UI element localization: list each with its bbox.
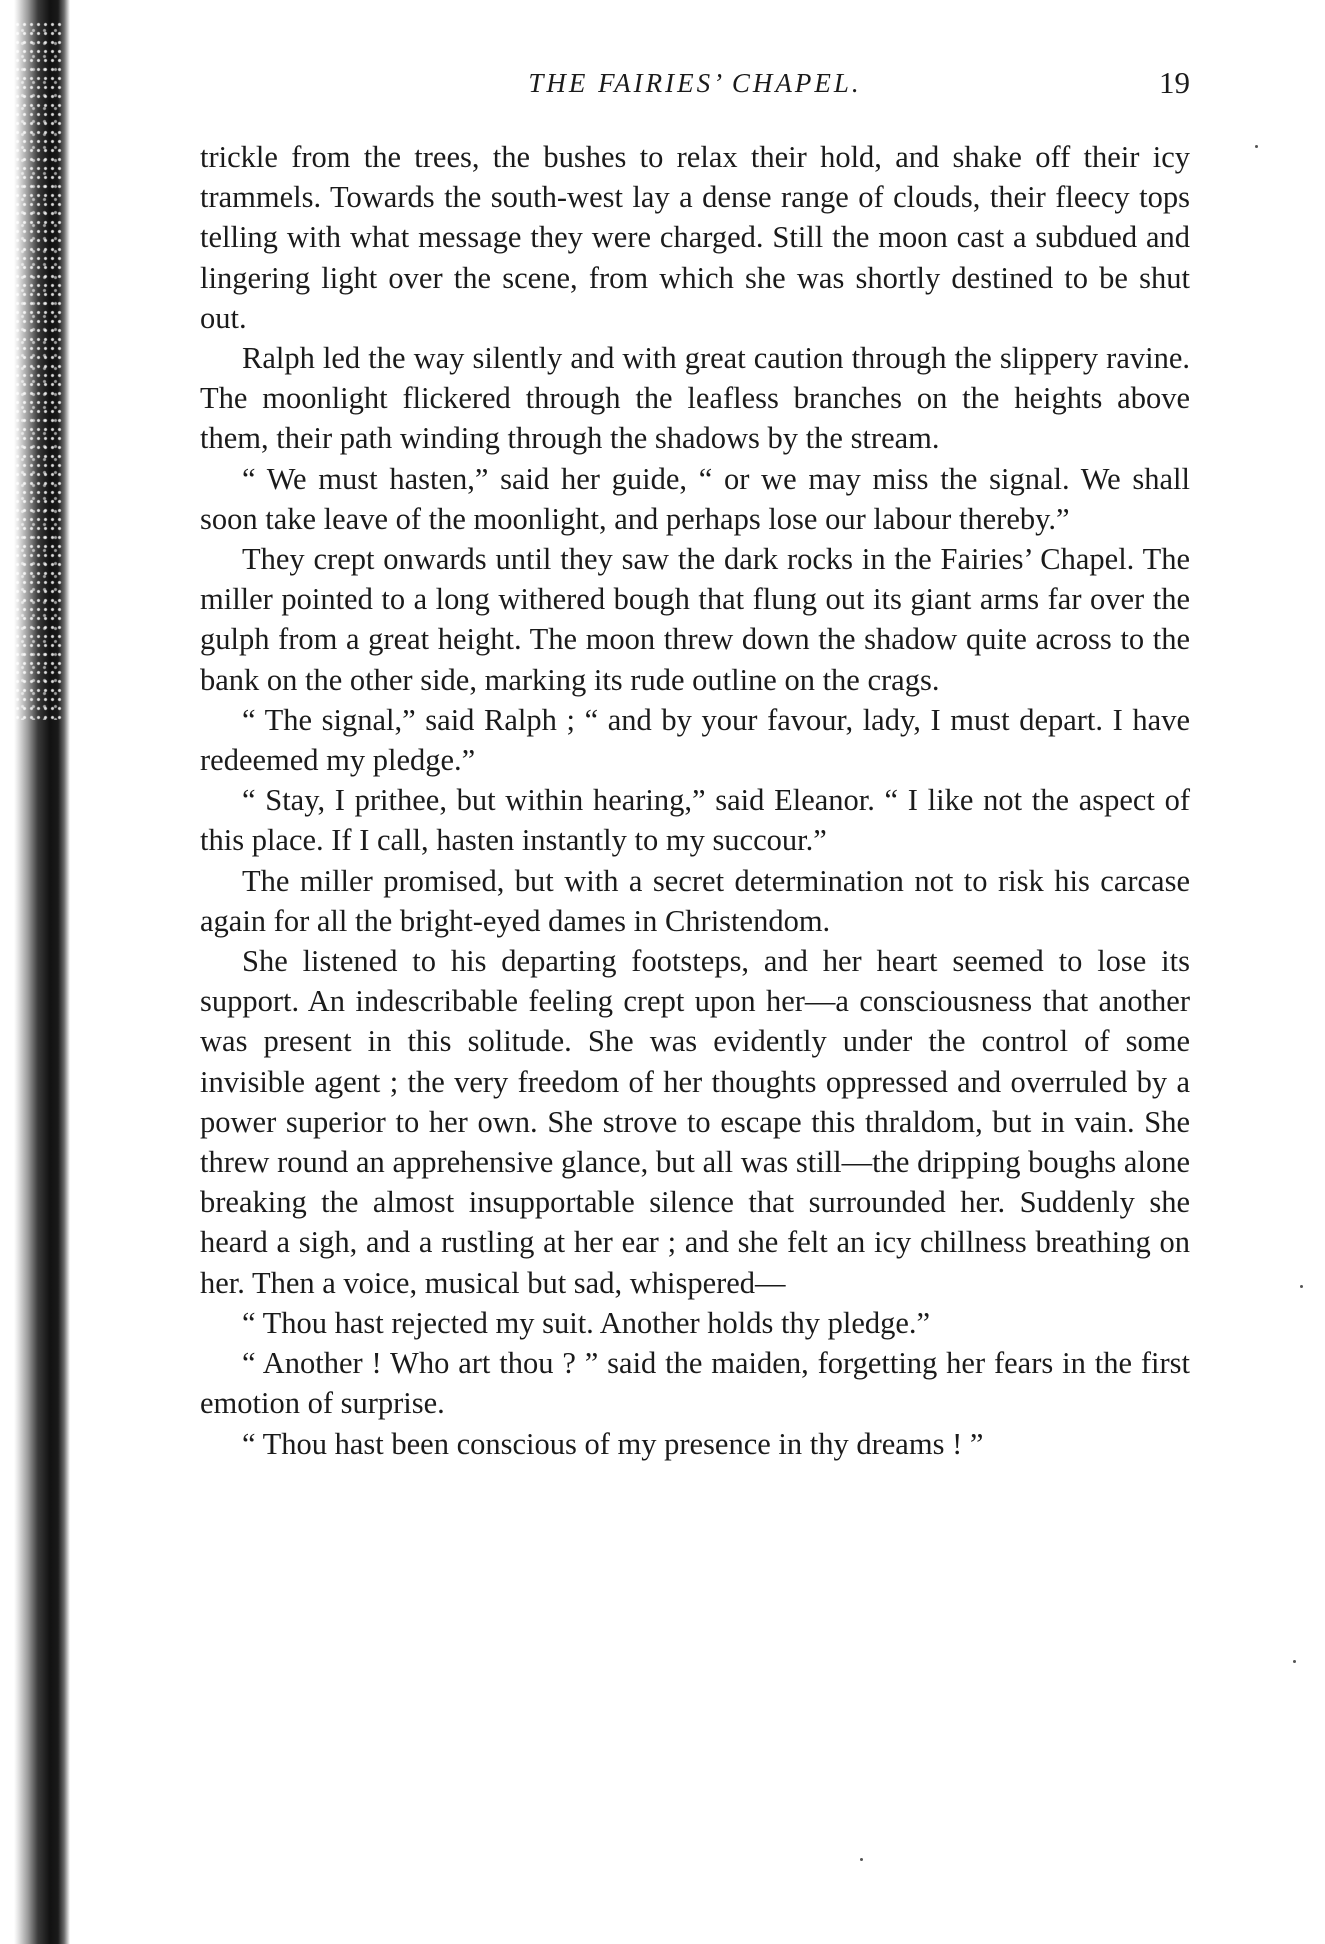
paragraph: “ Stay, I prithee, but within hearing,” said Eleanor. “ I like not the aspect of this place. If I call, hasten instantly to my succour.” [200, 783, 1190, 858]
paragraph: “ Thou hast rejected my suit. Another holds thy pledge.” [242, 1305, 931, 1340]
paragraph: trickle from the trees, the bushes to relax their hold, and shake off their icy trammels. Towards the south-west lay a dense range of clouds, their fleecy tops telling with what message they were charged. Still the moon cast a subdued and lingering light over the scene, from which she was shortly destined to be shut out. [200, 140, 1190, 335]
page-number: 19 [1159, 65, 1190, 100]
paragraph: “ Another ! Who art thou ? ” said the maiden, forgetting her fears in the first emotion of surprise. [200, 1346, 1190, 1421]
running-title: THE FAIRIES’ CHAPEL. [528, 68, 862, 98]
paragraph: She listened to his departing footsteps, and her heart seemed to lose its support. An indescribable feeling crept upon her—a consciousness that another was present in this solitude. She was evidently under the control of some invisible agent ; the very freedom of her thoughts oppressed and overruled by a power superior to her own. She strove to escape this thraldom, but in vain. She threw round an apprehensive glance, but all was still—the dripping boughs alone breaking the almost insupportable silence that surrounded her. Suddenly she heard a sigh, and a rustling at her ear ; and she felt an icy chillness breathing on her. Then a voice, musical but sad, whispered— [200, 944, 1190, 1300]
paragraph: “ The signal,” said Ralph ; “ and by your favour, lady, I must depart. I have redeemed my pledge.” [200, 702, 1190, 778]
paragraph: Ralph led the way silently and with great caution through the slippery ravine. The moonlight flickered through the leafless branches on the heights above them, their path winding through the shadows by the stream. [200, 341, 1190, 456]
print-speck [1300, 1285, 1303, 1288]
print-speck [860, 1858, 863, 1861]
paragraph: “ Thou hast been conscious of my presence in thy dreams ! ” [242, 1426, 984, 1461]
paragraph: “ We must hasten,” said her guide, “ or we may miss the signal. We shall soon take leave of the moonlight, and perhaps lose our labour thereby.” [200, 461, 1190, 536]
paragraph: The miller promised, but with a secret determination not to risk his carcase again for all the bright-eyed dames in Christendom. [200, 863, 1190, 938]
running-head [200, 60, 1190, 110]
body-text [200, 137, 1190, 1464]
print-speck [1293, 1660, 1296, 1663]
paragraph: They crept onwards until they saw the dark rocks in the Fairies’ Chapel. The miller pointed to a long withered bough that flung out its giant arms far over the gulph from a great height. The moon threw down the shadow quite across to the bank on the other side, marking its rude outline on the crags. [200, 542, 1190, 697]
print-speck [1255, 145, 1258, 148]
binding-texture [14, 20, 64, 720]
